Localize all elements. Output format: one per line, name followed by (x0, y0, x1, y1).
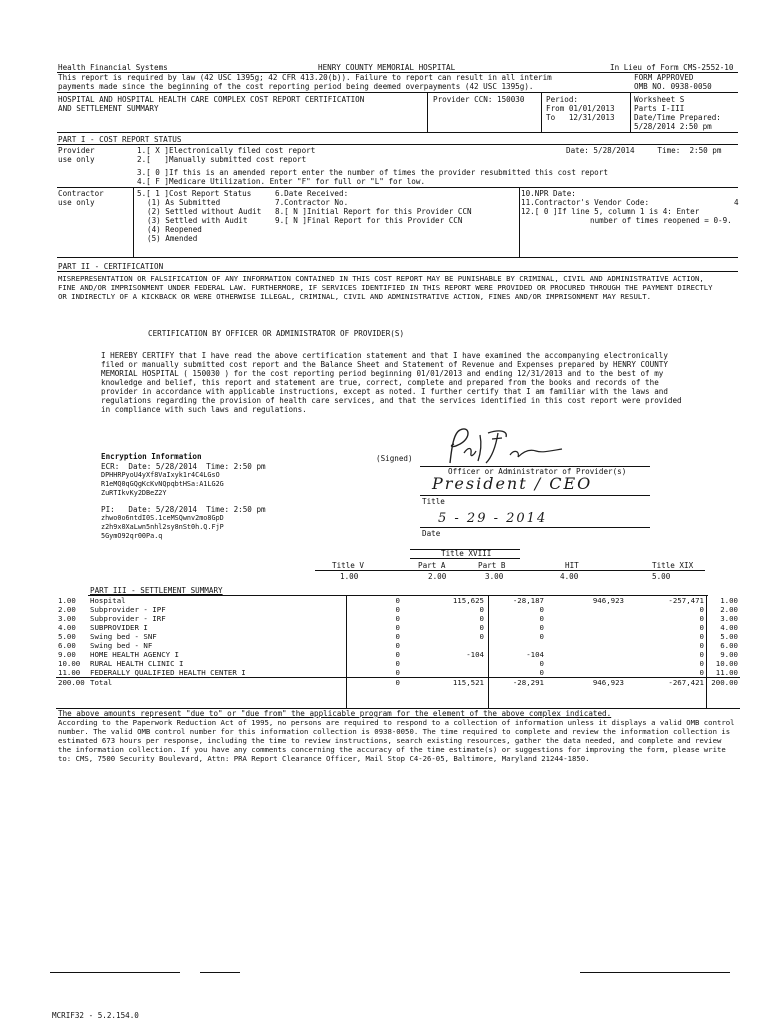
part-b-header: Part B (478, 561, 506, 570)
provider-use-label-1: Provider (58, 146, 95, 155)
hit-header: HIT (565, 561, 579, 570)
cell-b: 0 (539, 668, 544, 677)
status-option-2: (2) Settled without Audit (147, 207, 262, 216)
pi-hash-1: zhwo0o6ntdI0S.1ceMSQwnv2mo8GpD (101, 514, 224, 522)
cell-v: 0 (395, 614, 400, 623)
status-option-1: (1) As Submitted (147, 198, 221, 207)
legal-notice-line-1: This report is required by law (42 USC 1395g; 42 CFR 413.20(b)). Failure to report can result in all interim (58, 73, 552, 82)
omb-number: OMB NO. 0938-0050 (634, 82, 712, 91)
cell-v: 0 (395, 623, 400, 632)
pi-hash-3: 5GymO92qr00Pa.q (101, 532, 163, 540)
cell-hit (546, 668, 626, 678)
cell-a (402, 641, 486, 650)
status-line-3: 3.[ 0 ]If this is an amended report enter the number of times the provider resubmitted this cost report (137, 168, 608, 177)
final-report: 9.[ N ]Final Report for this Provider CCN (275, 216, 463, 225)
cell-b: 0 (539, 605, 544, 614)
table-row (56, 641, 740, 650)
cell-label: Hospital (90, 596, 126, 605)
cell-b: 0 (539, 614, 544, 623)
cell-ln: 1.00 (58, 596, 76, 605)
cell-hit: 946,923 (592, 596, 624, 605)
cell-xix: 0 (699, 632, 704, 641)
cell-ln: 5.00 (58, 632, 76, 641)
title-xviii-header: Title XVIII (441, 549, 492, 558)
cell-ln: 3.00 (58, 614, 76, 623)
cell-ln: 2.00 (58, 605, 76, 614)
part3-title: PART III - SETTLEMENT SUMMARY (90, 586, 223, 595)
cell-b: 0 (539, 632, 544, 641)
table-row (56, 623, 740, 632)
misrepresentation-warning: MISREPRESENTATION OR FALSIFICATION OF ANY INFORMATION CONTAINED IN THIS COST REPORT MAY BE PUNISHABLE BY CRIMINAL, CIVIL AND ADMINISTRATIVE ACTION, FINE AND/OR IMPRISONMENT UNDER FEDERAL LAW. FURTHERMORE, IF SERVICES IDENTIFIED IN THIS REPORT WERE PROVIDED OR PROCURED THROUGH THE PAYMENT DIRECTLY OR INDIRECTLY OF A KICKBACK OR WERE OTHERWISE ILLEGAL, CRIMINAL, CIVIL AND ADMINISTRATIVE ACTION, FINES AND/OR IMPRISONMENT MAY RESULT. (58, 274, 713, 301)
cell-rn: 11.00 (715, 668, 738, 677)
cell-xix: 0 (699, 605, 704, 614)
status-line-2: 2.[ ]Manually submitted cost report (137, 155, 307, 164)
cell-rn: 4.00 (720, 623, 738, 632)
cell-ln: 6.00 (58, 641, 76, 650)
col-2-number: 2.00 (428, 572, 447, 581)
paperwork-reduction-notice: According to the Paperwork Reduction Act of 1995, no persons are required to respond to a collection of information unless it displays a valid OMB control number. The valid OMB control number for this information collection is 0938-0050. The time required to complete and review the information collection is estimated 673 hours per response, including the time to review instructions, search existing resources, gather the data needed, and complete and review the information collection. If you have any comments concerning the accuracy of the time estimate(s) or suggestions for improving the form, please write to: CMS, 7500 Security Boulevard, Attn: PRA Report Clearance Officer, Mail Stop C4-26-05, Baltimore, Maryland 21244-1850. (58, 718, 735, 763)
status-line-1-date: Date: 5/28/2014 Time: 2:50 pm (566, 146, 722, 155)
table-row (56, 596, 740, 605)
cell-ln: 10.00 (58, 659, 81, 668)
cell-b: -28,187 (512, 596, 544, 605)
worksheet-label: Worksheet S (634, 95, 685, 104)
cell-hit (546, 632, 626, 641)
cell-label: Subprovider - IPF (90, 605, 166, 614)
amounts-note: The above amounts represent "due to" or "due from" the applicable program for the element of the above complex indicated. (58, 709, 612, 718)
part1-title: PART I - COST REPORT STATUS (58, 135, 182, 144)
status-option-4: (4) Reopened (147, 225, 202, 234)
legal-notice-line-2: payments made since the beginning of the cost reporting period being deemed overpayments (42 USC 1395g). (58, 82, 534, 91)
cell-v: 0 (395, 641, 400, 650)
cell-v: 0 (395, 678, 400, 687)
cell-xix: 0 (699, 623, 704, 632)
cell-a: 0 (479, 605, 484, 614)
provider-use-label-2: use only (58, 155, 95, 164)
cost-report-status: 5.[ 1 ]Cost Report Status (137, 189, 252, 198)
pi-hash-2: z2h9x0XaLwn5nhl2sy8nSt0h.Q.FjP (101, 523, 224, 531)
date-time-prepared-label: Date/Time Prepared: (634, 113, 721, 122)
cell-xix: 0 (699, 668, 704, 677)
cell-rn: 6.00 (720, 641, 738, 650)
cell-b: 0 (539, 623, 544, 632)
title-label: Title (422, 497, 445, 506)
status-option-5: (5) Amended (147, 234, 198, 243)
cell-xix: -257,471 (668, 596, 704, 605)
cell-v: 0 (395, 668, 400, 677)
cell-hit (546, 623, 626, 632)
cell-a: 0 (479, 623, 484, 632)
cell-a: 0 (479, 614, 484, 623)
cell-a: 0 (479, 632, 484, 641)
settlement-summary-table (56, 596, 740, 687)
date-label: Date (422, 529, 441, 538)
cell-xix: 0 (699, 614, 704, 623)
cell-v: 0 (395, 659, 400, 668)
cell-v: 0 (395, 632, 400, 641)
col-5-number: 5.00 (652, 572, 671, 581)
cell-a: 115,625 (452, 596, 484, 605)
cell-label: RURAL HEALTH CLINIC I (90, 659, 184, 668)
times-reopened: 12.[ 0 ]If line 5, column 1 is 4: Enter (521, 207, 700, 216)
table-row (56, 605, 740, 614)
provider-ccn: Provider CCN: 150030 (433, 95, 525, 104)
cell-xix: 0 (699, 659, 704, 668)
cell-hit (546, 605, 626, 614)
period-from: From 01/01/2013 (546, 104, 615, 113)
col-3-number: 3.00 (485, 572, 504, 581)
header-hospital-name: HENRY COUNTY MEMORIAL HOSPITAL (318, 63, 456, 72)
cell-ln: 9.00 (58, 650, 76, 659)
cell-a: 115,521 (452, 678, 484, 687)
col-1-number: 1.00 (340, 572, 359, 581)
title-v-header: Title V (332, 561, 365, 570)
cell-rn: 200.00 (711, 678, 738, 687)
cell-ln: 4.00 (58, 623, 76, 632)
header-form-reference: In Lieu of Form CMS-2552-10 (610, 63, 734, 72)
times-reopened-note: number of times reopened = 0-9. (590, 216, 732, 225)
date-time-prepared-value: 5/28/2014 2:50 pm (634, 122, 712, 131)
handwritten-signature (440, 425, 570, 467)
cell-label: FEDERALLY QUALIFIED HEALTH CENTER I (90, 668, 246, 677)
cell-hit (546, 659, 626, 668)
worksheet-parts: Parts I-III (634, 104, 685, 113)
cell-ln: 11.00 (58, 668, 81, 677)
cell-hit (546, 650, 626, 659)
title-xix-header: Title XIX (652, 561, 694, 570)
cell-v: 0 (395, 596, 400, 605)
cell-xix: 0 (699, 650, 704, 659)
contractor-number: 7.Contractor No. (275, 198, 349, 207)
cell-rn: 1.00 (720, 596, 738, 605)
signed-label: (Signed) (376, 454, 413, 463)
table-row (56, 632, 740, 641)
cell-ln: 200.00 (58, 678, 85, 687)
report-title-line-2: AND SETTLEMENT SUMMARY (58, 104, 159, 113)
cell-rn: 10.00 (715, 659, 738, 668)
cell-hit (546, 641, 626, 650)
cell-v: 0 (395, 650, 400, 659)
period-label: Period: (546, 95, 579, 104)
officer-label: Officer or Administrator of Provider(s) (448, 467, 627, 476)
cell-label: Swing bed - SNF (90, 632, 157, 641)
cell-b: -104 (526, 650, 544, 659)
cell-a (402, 668, 486, 678)
table-row (56, 678, 740, 688)
cell-label: Swing bed - NF (90, 641, 153, 650)
npr-date: 10.NPR Date: (521, 189, 576, 198)
certification-statement: I HEREBY CERTIFY that I have read the above certification statement and that I have examined the accompanying electronically filed or manually submitted cost report and the Balance Sheet and Statement of Revenue and Expenses prepared by HENRY COUNTY MEMORIAL HOSPITAL ( 150030 ) for the cost reporting period beginning 01/01/2013 and ending 12/31/2013 and to the best of my knowledge and belief, this report and statement are true, correct, complete and prepared from the books and records of the provider in accordance with applicable instructions, except as noted. I further certify that I am familiar with the laws and regulations regarding the provision of health care services, and that the services identified in this cost report were provided in compliance with such laws and regulations. (101, 351, 682, 414)
part-a-header: Part A (418, 561, 446, 570)
cell-rn: 5.00 (720, 632, 738, 641)
cell-label: Subprovider - IRF (90, 614, 166, 623)
certification-heading: CERTIFICATION BY OFFICER OR ADMINISTRATOR OF PROVIDER(S) (148, 329, 405, 338)
col-4-number: 4.00 (560, 572, 579, 581)
initial-report: 8.[ N ]Initial Report for this Provider CCN (275, 207, 472, 216)
status-option-3: (3) Settled with Audit (147, 216, 248, 225)
contractor-use-label-2: use only (58, 198, 95, 207)
status-line-1: 1.[ X ]Electronically filed cost report (137, 146, 316, 155)
table-row (56, 659, 740, 668)
cell-rn: 3.00 (720, 614, 738, 623)
ecr-hash-1: DPHHRPyoU4yXf8VaIxyk1r4C4LGsO (101, 471, 220, 479)
contractor-use-label-1: Contractor (58, 189, 104, 198)
cell-label: SUBPROVIDER I (90, 623, 148, 632)
cell-rn: 9.00 (720, 650, 738, 659)
cell-a: -104 (466, 650, 484, 659)
date-received: 6.Date Received: (275, 189, 349, 198)
ecr-hash-2: R1eMQ0qGQgKcKvNQpqbtHSa:A1LG2G (101, 480, 224, 488)
form-approved: FORM APPROVED (634, 73, 694, 82)
cell-v: 0 (395, 605, 400, 614)
table-row (56, 614, 740, 623)
status-line-4: 4.[ F ]Medicare Utilization. Enter "F" for full or "L" for low. (137, 177, 426, 186)
cell-b: 0 (539, 659, 544, 668)
table-row (56, 668, 740, 678)
cell-hit (546, 614, 626, 623)
part2-title: PART II - CERTIFICATION (58, 262, 164, 271)
cell-label: Total (90, 678, 113, 687)
handwritten-title: President / CEO (432, 474, 593, 493)
handwritten-date: 5 - 29 - 2014 (438, 511, 548, 526)
cell-label: HOME HEALTH AGENCY I (90, 650, 179, 659)
vendor-code-value: 4 (734, 198, 739, 207)
ecr-hash-3: ZuRTIkvKy2DBeZ2Y (101, 489, 167, 497)
ecr-line: ECR: Date: 5/28/2014 Time: 2:50 pm (101, 462, 266, 471)
encryption-info-title: Encryption Information (101, 452, 202, 461)
cell-xix: 0 (699, 641, 704, 650)
cell-b: -28,291 (512, 678, 544, 687)
table-row (56, 650, 740, 659)
software-version-code: MCRIF32 - 5.2.154.0 (52, 1011, 139, 1020)
header-system-name: Health Financial Systems (58, 63, 168, 72)
cell-xix: -267,421 (668, 678, 704, 687)
cell-a (402, 659, 486, 668)
pi-line: PI: Date: 5/28/2014 Time: 2:50 pm (101, 505, 266, 514)
cell-b (486, 641, 546, 650)
period-to: To 12/31/2013 (546, 113, 615, 122)
vendor-code: 11.Contractor's Vendor Code: (521, 198, 650, 207)
cell-rn: 2.00 (720, 605, 738, 614)
report-title-line-1: HOSPITAL AND HOSPITAL HEALTH CARE COMPLEX COST REPORT CERTIFICATION (58, 95, 365, 104)
cell-hit: 946,923 (592, 678, 624, 687)
